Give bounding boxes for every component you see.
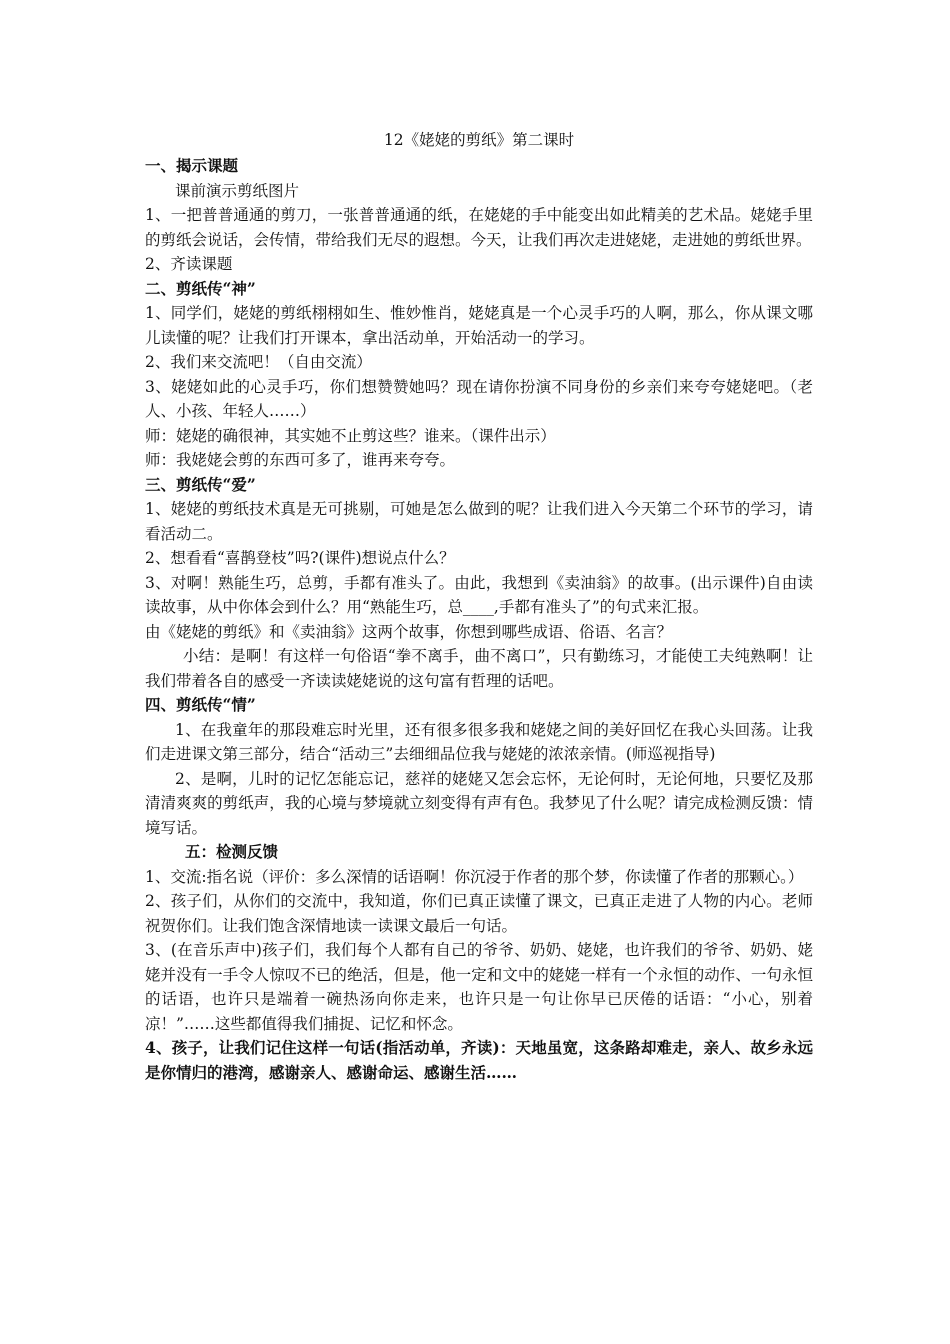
section-2-paragraph-2: 2、我们来交流吧！（自由交流） xyxy=(145,353,372,371)
section-1-heading: 一、揭示课题 xyxy=(145,156,239,175)
document-title: 12《姥姥的剪纸》第二课时 xyxy=(383,131,575,149)
section-4-paragraph-2: 2、是啊，儿时的记忆怎能忘记，慈祥的姥姥又怎会忘怀，无论何时，无论何地，只要忆及那清清爽爽的剪纸声，我的心境与梦境就立刻变得有声有色。我梦见了什么呢？请完成检测反馈：情境写话。 xyxy=(145,769,813,837)
section-5-heading: 五：检测反馈 xyxy=(185,842,279,861)
section-3-paragraph-3: 3、对啊！熟能生巧，总剪，手都有准头了。由此，我想到《卖油翁》的故事。(出示课件)自由读读故事，从中你体会到什么？用“熟能生巧，总____,手都有准头了”的句式来汇报。 xyxy=(145,573,813,616)
section-5-paragraph-3: 3、(在音乐声中)孩子们，我们每个人都有自己的爷爷、奶奶、姥姥，也许我们的爷爷、奶奶、姥姥并没有一手令人惊叹不已的绝活，但是，他一定和文中的姥姥一样有一个永恒的动作、一句永恒的话语，也许只是端着一碗热汤向你走来，也许只是一句让你早已厌倦的话语：“小心，别着凉！”……这些都值得我们捕捉、记忆和怀念。 xyxy=(145,941,813,1033)
section-5-paragraph-4: 4、孩子，让我们记住这样一句话(指活动单，齐读)：天地虽宽，这条路却难走，亲人、故乡永远是你情归的港湾，感谢亲人、感谢命运、感谢生活…… xyxy=(145,1038,813,1082)
section-2-paragraph-4: 师：姥姥的确很神，其实她不止剪这些？谁来。（课件出示） xyxy=(145,426,556,445)
section-3-paragraph-2: 2、想看看“喜鹊登枝”吗?(课件)想说点什么？ xyxy=(145,549,455,567)
section-1-paragraph-1: 1、一把普普通通的剪刀，一张普普通通的纸，在姥姥的手中能变出如此精美的艺术品。姥姥手里的剪纸会说话，会传情，带给我们无尽的遐想。今天，让我们再次走进姥姥，走进她的剪纸世界。 xyxy=(145,206,813,249)
section-3-heading: 三、剪纸传“爱” xyxy=(145,474,256,494)
section-2-paragraph-3: 3、姥姥如此的心灵手巧，你们想赞赞她吗？现在请你扮演不同身份的乡亲们来夸夸姥姥吧。（老人、小孩、年轻人……） xyxy=(145,377,813,420)
section-5-paragraph-2: 2、孩子们，从你们的交流中，我知道，你们已真正读懂了课文，已真正走进了人物的内心。老师祝贺你们。让我们饱含深情地读一读课文最后一句话。 xyxy=(145,892,813,935)
section-4-paragraph-1: 1、在我童年的那段难忘时光里，还有很多很多我和姥姥之间的美好回忆在我心头回荡。让我们走进课文第三部分，结合“活动三”去细细品位我与姥姥的浓浓亲情。(师巡视指导) xyxy=(145,720,813,763)
section-1-intro: 课前演示剪纸图片 xyxy=(175,181,300,200)
section-4-heading: 四、剪纸传“情” xyxy=(145,695,256,714)
section-3-paragraph-1: 1、姥姥的剪纸技术真是无可挑剔，可她是怎么做到的呢？让我们进入今天第二个环节的学习，请看活动二。 xyxy=(145,500,813,543)
section-2-heading: 二、剪纸传“神” xyxy=(145,278,256,298)
section-2-paragraph-5: 师：我姥姥会剪的东西可多了，谁再来夸夸。 xyxy=(145,451,456,469)
document-page xyxy=(145,126,813,1085)
section-2-paragraph-1: 1、同学们，姥姥的剪纸栩栩如生、惟妙惟肖，姥姥真是一个心灵手巧的人啊，那么，你从课文哪儿读懂的呢？让我们打开课本，拿出活动单，开始活动一的学习。 xyxy=(145,304,813,347)
section-5-paragraph-1: 1、交流:指名说（评价：多么深情的话语啊！你沉浸于作者的那个梦，你读懂了作者的那颗心。） xyxy=(145,867,804,886)
section-1-paragraph-2: 2、齐读课题 xyxy=(145,255,233,273)
section-3-summary: 小结：是啊！有这样一句俗语“拳不离手，曲不离口”，只有勤练习，才能使工夫纯熟啊！让我们带着各自的感受一齐读读姥姥说的这句富有哲理的话吧。 xyxy=(145,647,813,690)
section-3-paragraph-4: 由《姥姥的剪纸》和《卖油翁》这两个故事，你想到哪些成语、俗语、名言？ xyxy=(145,622,673,641)
